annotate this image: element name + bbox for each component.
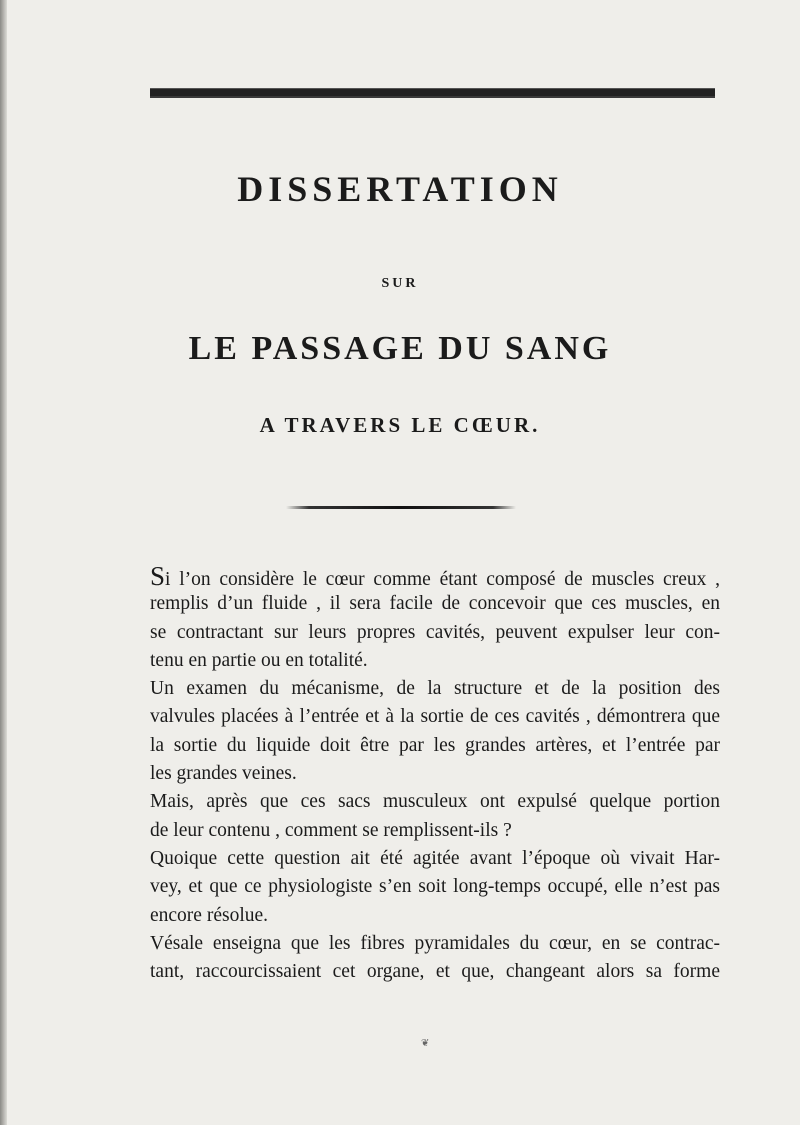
text-line: Mais, après que ces sacs musculeux ont expulsé quelque portion [150,791,720,813]
top-ornamental-rule [150,88,715,98]
text-line: Quoique cette question ait été agitée avant l’époque où vivait Har- [150,847,720,869]
title-a-travers-le-coeur: A TRAVERS LE CŒUR. [259,413,541,437]
text-line: les grandes veines. [150,763,297,785]
title-passage-du-sang: LE PASSAGE DU SANG [188,330,612,367]
drop-cap: S [150,561,166,591]
text-line: encore résolue. [150,904,269,926]
text-line [150,562,720,590]
text-line: tant, raccourcissaient cet organe, et que, changeant alors sa forme [150,961,720,983]
title-dissertation: DISSERTATION [237,169,563,209]
section-divider-rule [286,506,516,509]
text-line: tenu en partie ou en totalité. [150,649,368,671]
text-line: se contractant sur leurs propres cavités, peuvent expulser leur con- [150,621,720,643]
text-line: remplis d’un fluide , il sera facile de concevoir que ces muscles, en [150,593,720,615]
text-line: valvules placées à l’entrée et à la sortie de ces cavités , démontrera que [150,706,720,728]
text-line-content: i l’on considère le cœur comme étant composé de muscles creux , [165,569,720,590]
printer-mark-icon: ❦ [421,1038,430,1049]
title-sur: SUR [381,276,419,291]
text-line: Un examen du mécanisme, de la structure et de la position des [150,678,720,700]
text-line: vey, et que ce physiologiste s’en soit long-temps occupé, elle n’est pas [150,876,720,898]
text-line: Vésale enseigna que les fibres pyramidales du cœur, en se contrac- [150,932,720,954]
body-text [150,562,720,986]
text-line: la sortie du liquide doit être par les grandes artères, et l’entrée par [150,734,720,756]
text-line: de leur contenu , comment se remplissent-ils ? [150,819,512,841]
